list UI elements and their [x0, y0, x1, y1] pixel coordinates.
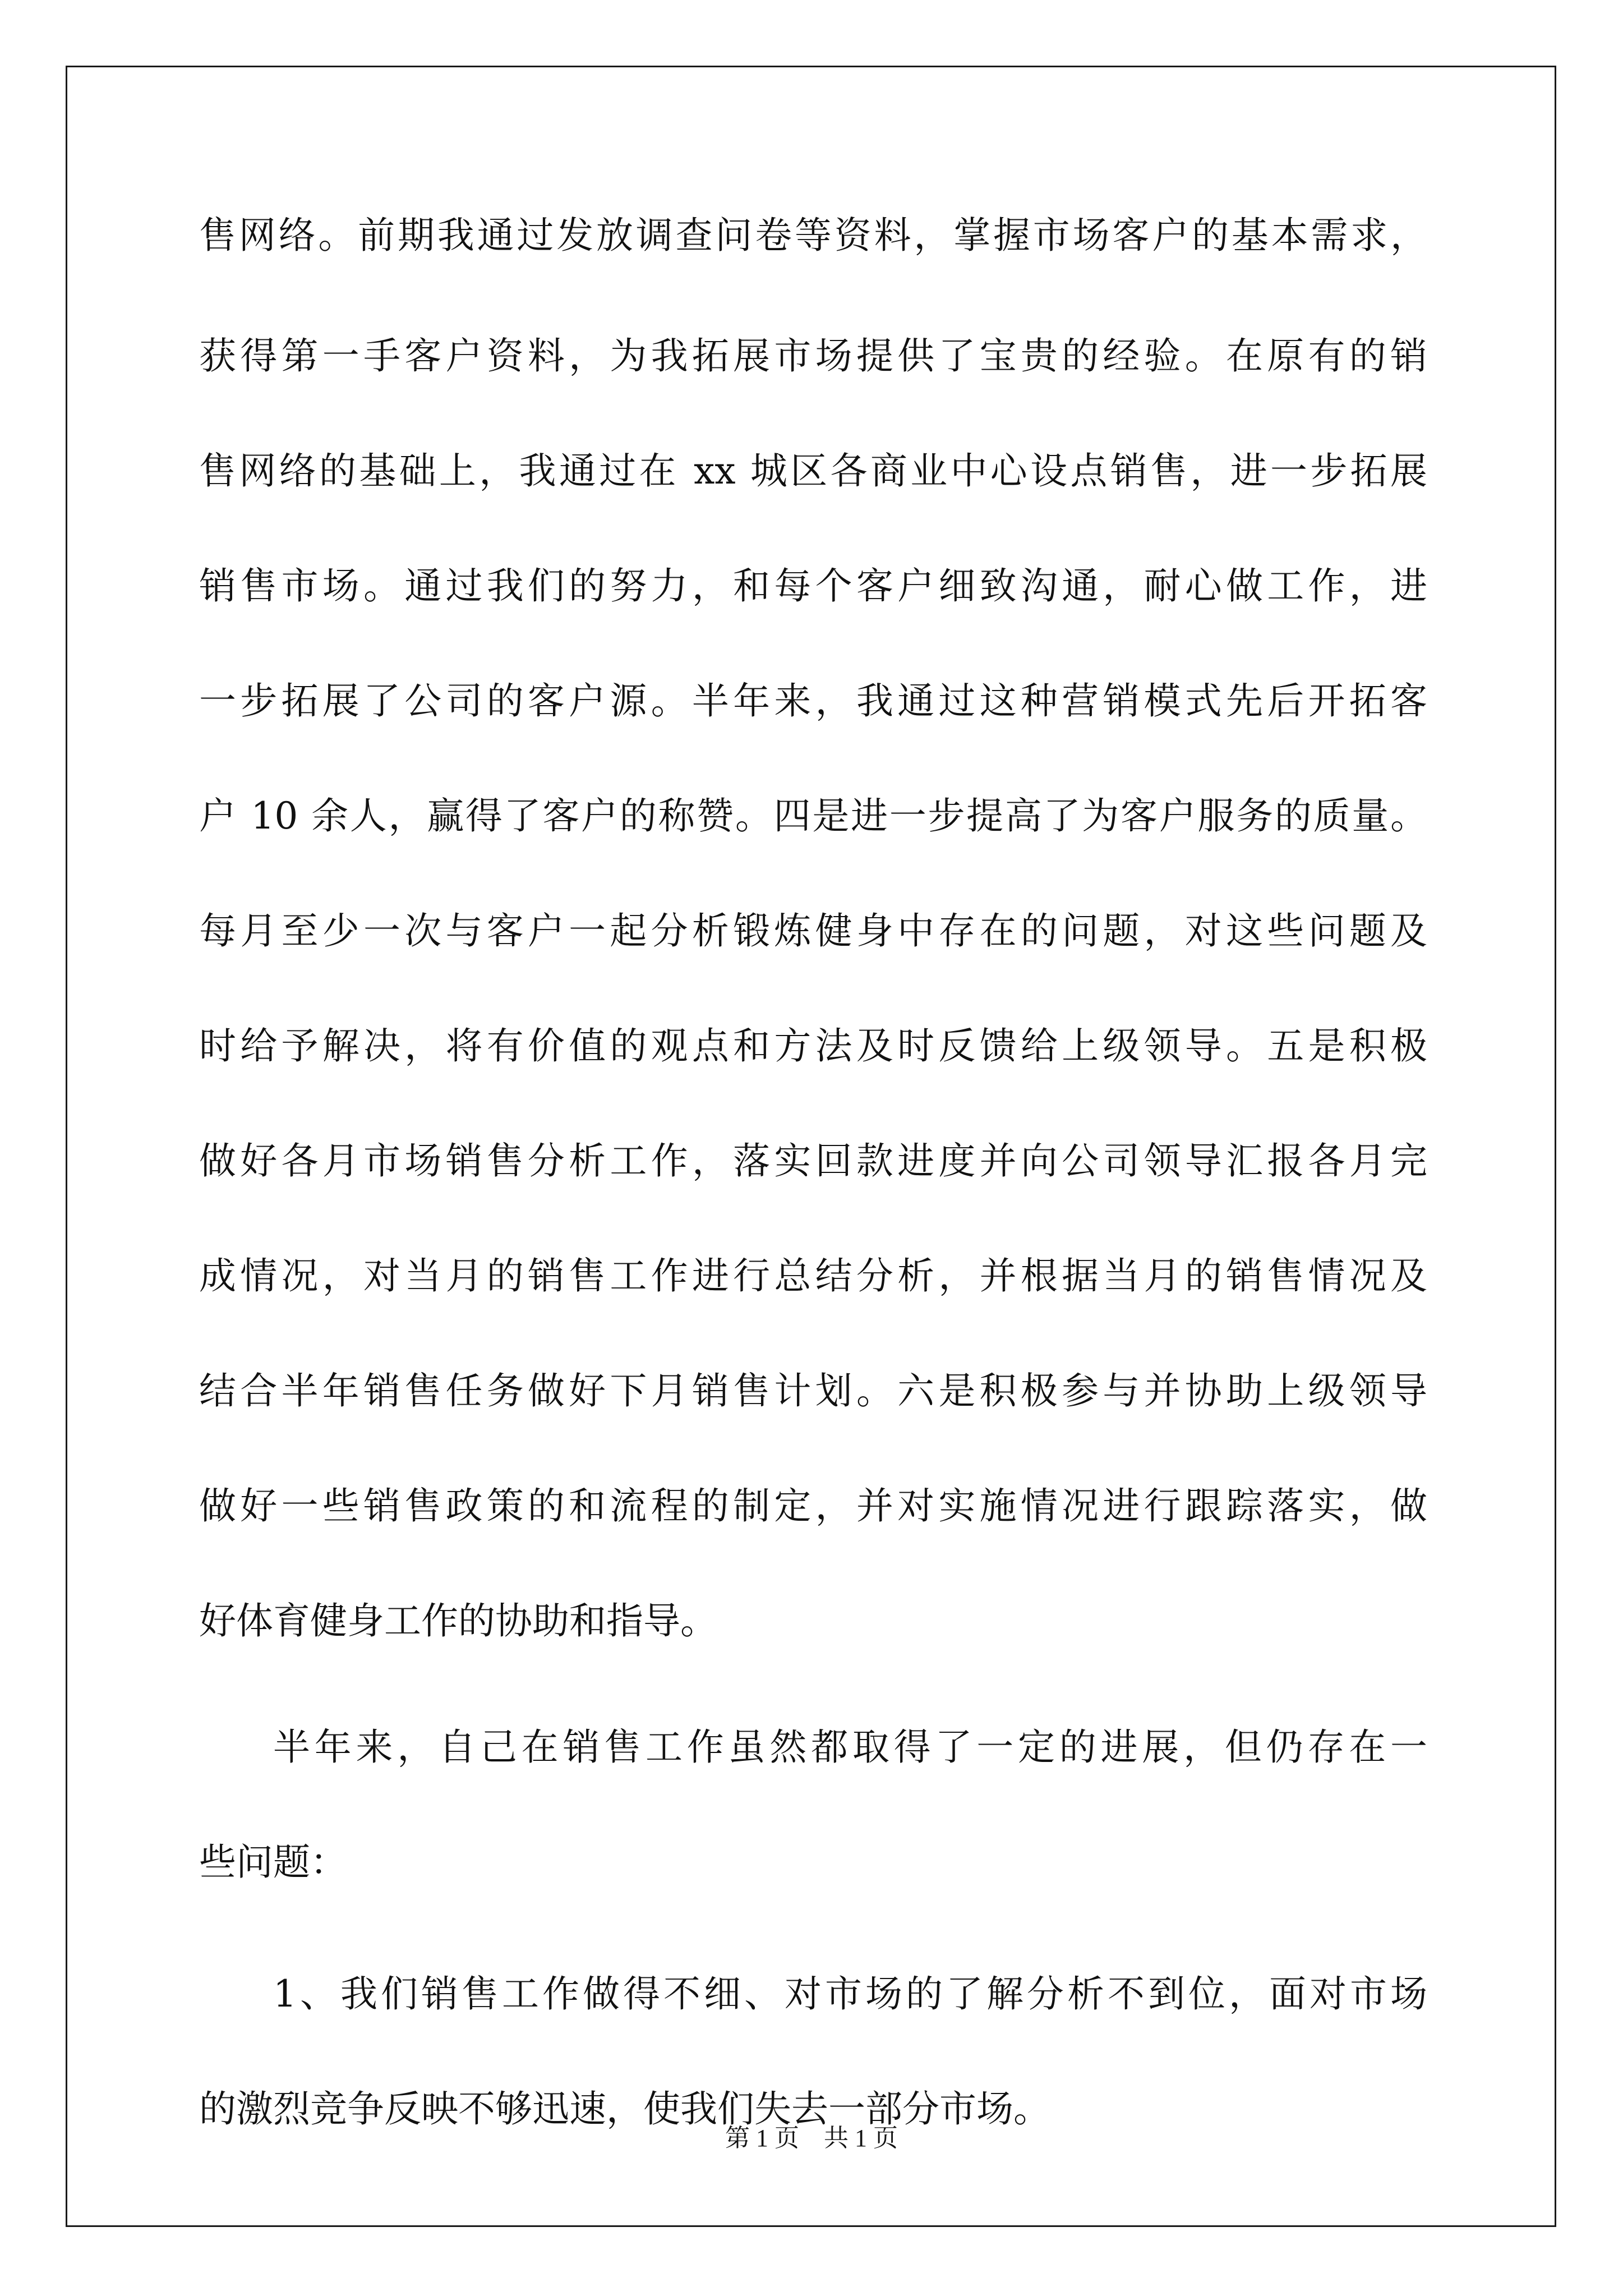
paragraph-line: 做好一些销售政策的和流程的制定，并对实施情况进行跟踪落实，做 [199, 1484, 1427, 1527]
paragraph-line: 半年来，自己在销售工作虽然都取得了一定的进展，但仍存在一 [273, 1726, 1427, 1769]
list-item-line: 的激烈竞争反映不够迅速，使我们失去一部分市场。 [199, 2087, 1050, 2131]
paragraph-line: 做好各月市场销售分析工作，落实回款进度并向公司领导汇报各月完 [199, 1139, 1427, 1182]
paragraph-line: 每月至少一次与客户一起分析锻炼健身中存在的问题，对这些问题及 [199, 909, 1427, 953]
paragraph-line: 一步拓展了公司的客户源。半年来，我通过这种营销模式先后开拓客 [199, 679, 1427, 723]
paragraph-line: 些问题： [199, 1841, 347, 1884]
list-item-line: 1、我们销售工作做得不细、对市场的了解分析不到位，面对市场 [273, 1972, 1427, 2016]
paragraph-line: 户 10 余人，赢得了客户的称赞。四是进一步提高了为客户服务的质量。 [199, 794, 1427, 838]
paragraph-line: 获得第一手客户资料，为我拓展市场提供了宝贵的经验。在原有的销 [199, 334, 1427, 378]
paragraph-line: 好体育健身工作的协助和指导。 [199, 1599, 717, 1642]
paragraph-line: 时给予解决，将有价值的观点和方法及时反馈给上级领导。五是积极 [199, 1024, 1427, 1068]
paragraph-line: 成情况，对当月的销售工作进行总结分析，并根据当月的销售情况及 [199, 1254, 1427, 1297]
page-number-footer: 第 1 页 共 1 页 [725, 2124, 898, 2152]
paragraph-line: 结合半年销售任务做好下月销售计划。六是积极参与并协助上级领导 [199, 1369, 1427, 1412]
paragraph-line: 售网络。前期我通过发放调查问卷等资料，掌握市场客户的基本需求， [199, 214, 1427, 257]
paragraph-line: 销售市场。通过我们的努力，和每个客户细致沟通，耐心做工作，进 [199, 564, 1427, 608]
paragraph-line: 售网络的基础上，我通过在 xx 城区各商业中心设点销售，进一步拓展 [199, 449, 1427, 493]
